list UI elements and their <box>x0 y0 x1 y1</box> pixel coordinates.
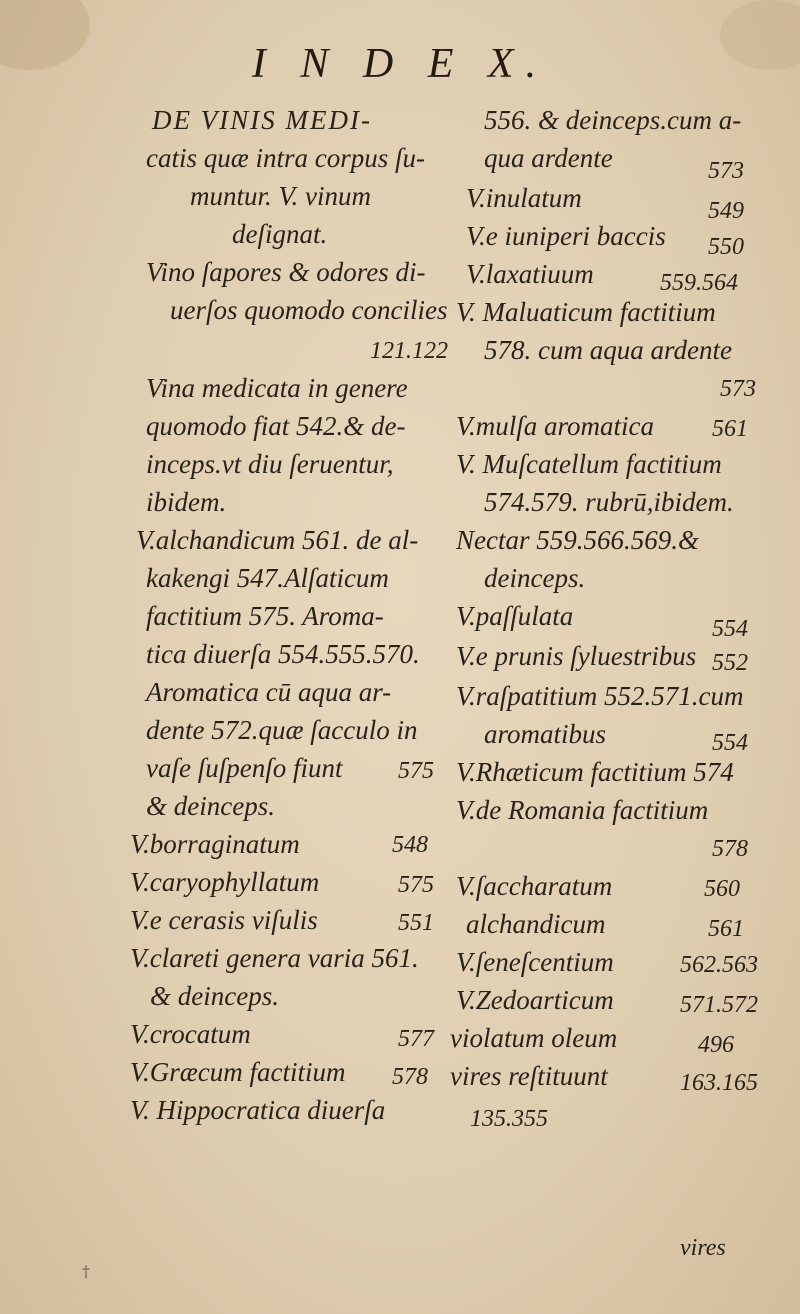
page-number: 554 <box>712 616 748 642</box>
page-title: I N D E X. <box>251 41 549 87</box>
page-number: 578 <box>392 1064 428 1090</box>
page-number: 135.355 <box>470 1106 548 1132</box>
index-entry: ibidem. <box>146 487 227 517</box>
index-entry: vires reſtituunt <box>450 1061 608 1091</box>
page-number: 550 <box>708 234 744 260</box>
index-entry: aromatibus <box>484 719 607 749</box>
index-entry: deſignat. <box>232 219 328 249</box>
index-entry: violatum oleum <box>450 1023 618 1053</box>
page-number: 548 <box>392 832 428 858</box>
index-entry: V. Hippocratica diuerſa <box>130 1095 386 1125</box>
index-entry: V.paſſulata <box>456 601 574 631</box>
page-number: 575 <box>398 758 434 784</box>
index-entry: alchandicum <box>466 909 606 939</box>
index-entry: V.laxatiuum <box>466 259 594 289</box>
index-entry: V.crocatum <box>130 1019 251 1049</box>
index-entry: V.Zedoarticum <box>456 985 614 1015</box>
page-number: 554 <box>712 730 748 756</box>
index-entry: 578. cum aqua ardente <box>484 335 732 365</box>
index-entry: factitium 575. Aroma- <box>146 601 384 631</box>
index-entry: V.alchandicum 561. de al- <box>136 525 419 555</box>
index-entry: catis quæ intra corpus ſu- <box>146 143 426 173</box>
index-entry: DE VINIS MEDI- <box>152 105 372 135</box>
index-entry: 556. & deinceps.cum a- <box>484 105 742 135</box>
index-entry: kakengi 547.Alſaticum <box>146 563 389 593</box>
index-entry: V. Maluaticum factitium <box>456 297 716 327</box>
index-entry: Vina medicata in genere <box>146 373 408 403</box>
index-entry: vaſe ſuſpenſo fiunt <box>146 753 343 783</box>
index-entry: deinceps. <box>484 563 586 593</box>
page-number: 561 <box>712 416 748 442</box>
index-entry: Nectar 559.566.569.& <box>456 525 699 555</box>
index-entry: Vino ſapores & odores di- <box>146 257 426 287</box>
page-number: 578 <box>712 836 748 862</box>
index-entry: V.e cerasis viſulis <box>130 905 318 935</box>
index-entry: & deinceps. <box>146 791 275 821</box>
index-entry: quomodo fiat 542.& de- <box>146 411 406 441</box>
index-entry: 574.579. rubrū,ibidem. <box>484 487 734 517</box>
index-entry: V.ſeneſcentium <box>456 947 614 977</box>
index-entry: V.e iuniperi baccis <box>466 221 666 251</box>
catchword: vires <box>680 1235 726 1261</box>
index-entry: V.e prunis ſyluestribus <box>456 641 697 671</box>
index-entry: V.borraginatum <box>130 829 300 859</box>
index-entry: V.ſaccharatum <box>456 871 613 901</box>
index-entry: V.clareti genera varia 561. <box>130 943 419 973</box>
index-entry: qua ardente <box>484 143 613 173</box>
page-number: 552 <box>712 650 748 676</box>
page-number: 496 <box>698 1032 734 1058</box>
page-number: 551 <box>398 910 434 936</box>
index-entry: V.Rhæticum factitium 574 <box>456 757 734 787</box>
page-number: 561 <box>708 916 744 942</box>
margin-mark: † <box>82 1262 90 1281</box>
index-entry: dente 572.quæ ſacculo in <box>146 715 418 745</box>
page-number: 549 <box>708 198 744 224</box>
page-number: 577 <box>398 1026 434 1052</box>
index-entry: inceps.vt diu ſeruentur, <box>146 449 394 479</box>
index-entry: uerſos quomodo concilies <box>170 295 448 325</box>
index-entry: V.de Romania factitium <box>456 795 709 825</box>
index-entry: V.raſpatitium 552.571.cum <box>456 681 744 711</box>
page-number: 560 <box>704 876 740 902</box>
index-entry: V.caryophyllatum <box>130 867 320 897</box>
index-entry: muntur. V. vinum <box>190 181 372 211</box>
index-entry: tica diuerſa 554.555.570. <box>146 639 420 669</box>
page-number: 575 <box>398 872 434 898</box>
page-number: 573 <box>720 376 756 402</box>
index-entry: V. Muſcatellum factitium <box>456 449 722 479</box>
page-number: 562.563 <box>680 952 758 978</box>
index-entry: Aromatica cū aqua ar- <box>146 677 392 707</box>
index-entry: & deinceps. <box>150 981 279 1011</box>
page-number: 559.564 <box>660 270 738 296</box>
index-entry: V.Græcum factitium <box>130 1057 346 1087</box>
index-entry: V.inulatum <box>466 183 582 213</box>
page-number: 121.122 <box>370 338 448 364</box>
page-number: 573 <box>708 158 744 184</box>
page-number: 163.165 <box>680 1070 758 1096</box>
page-number: 571.572 <box>680 992 758 1018</box>
index-entry: V.mulſa aromatica <box>456 411 655 441</box>
